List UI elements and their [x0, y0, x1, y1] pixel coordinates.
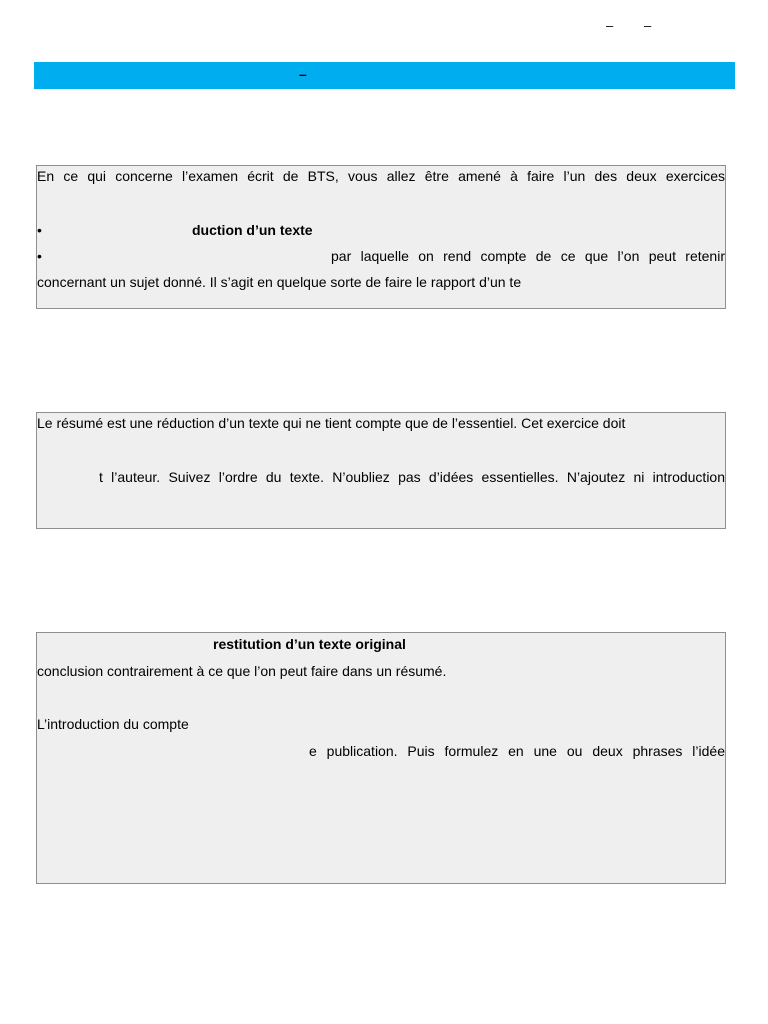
title-banner [34, 62, 735, 89]
summary-definition-box [36, 412, 726, 529]
exercise-item-report-continued: concernant un sujet donné. Il s’agit en quelque sorte de faire le rapport d’un te [37, 274, 522, 290]
header-dash-left: – [606, 18, 614, 33]
report-line-2: L’introduction du compte [37, 716, 189, 732]
report-line-3: e publication. Puis formulez en une ou deux phrases l’idée [309, 743, 725, 759]
overview-intro-text: En ce qui concerne l’examen écrit de BTS, vous allez être amené à faire l’un des deux exercices [37, 168, 725, 184]
exercise-overview-box [36, 165, 726, 309]
banner-title: – [299, 66, 307, 82]
summary-definition-line-2: t l’auteur. Suivez l’ordre du texte. N’oubliez pas d’idées essentielles. N’ajoutez ni introduction [99, 469, 725, 485]
report-line-1: conclusion contrairement à ce que l’on peut faire dans un résumé. [37, 663, 447, 679]
report-definition-box [36, 632, 726, 884]
bullet-marker: • [37, 248, 42, 264]
exercise-item-summary: duction d’un texte [192, 222, 313, 238]
summary-definition-line-1: Le résumé est une réduction d’un texte qui ne tient compte que de l’essentiel. Cet exercice doit [37, 415, 626, 431]
bullet-marker: • [37, 222, 42, 238]
header-dash-right: – [644, 18, 652, 33]
report-heading: restitution d’un texte original [213, 636, 406, 652]
exercise-item-report: par laquelle on rend compte de ce que l’on peut retenir [331, 248, 725, 264]
